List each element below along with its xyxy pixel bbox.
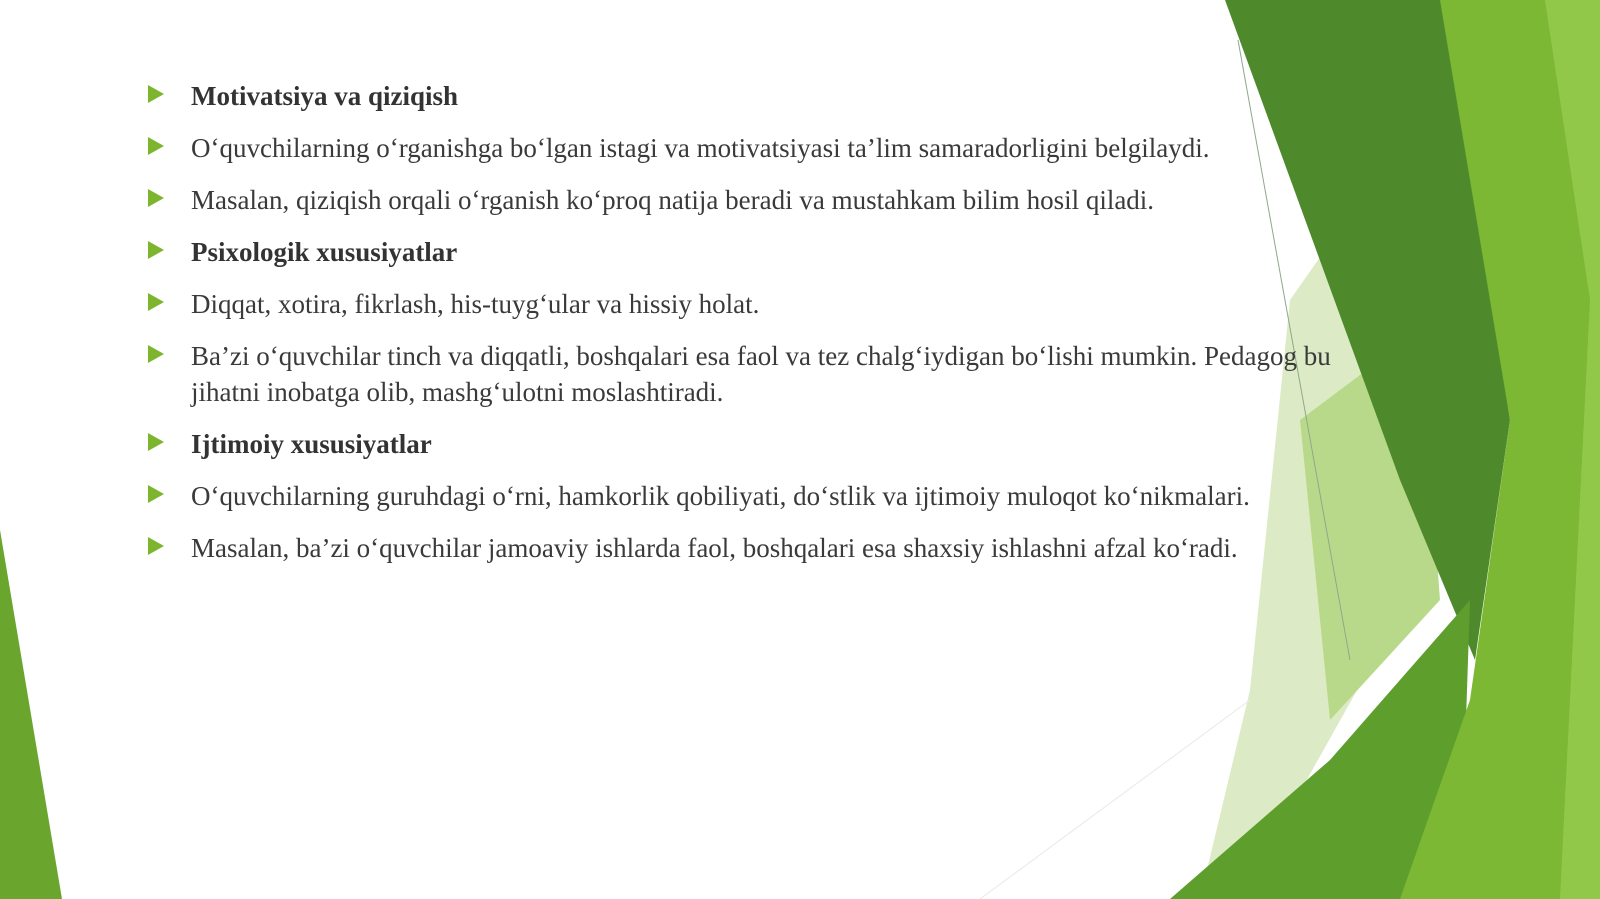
list-item bbox=[148, 78, 1378, 114]
list-item-text: Masalan, qiziqish orqali o‘rganish ko‘proq natija beradi va mustahkam bilim hosil qiladi. bbox=[191, 185, 1155, 215]
list-item-text: Psixologik xususiyatlar bbox=[191, 237, 458, 267]
triangle-right-icon bbox=[148, 345, 164, 363]
triangle-right-icon bbox=[148, 137, 164, 155]
list-item-text: Motivatsiya va qiziqish bbox=[191, 81, 459, 111]
list-item bbox=[148, 530, 1378, 566]
list-item bbox=[148, 338, 1378, 410]
list-item-text: Diqqat, xotira, fikrlash, his-tuyg‘ular va hissiy holat. bbox=[191, 289, 760, 319]
list-item-text: Ijtimoiy xususiyatlar bbox=[191, 429, 432, 459]
list-item-text: O‘quvchilarning guruhdagi o‘rni, hamkorlik qobiliyati, do‘stlik va ijtimoiy muloqot ko‘nikmalari. bbox=[191, 481, 1250, 511]
triangle-right-icon bbox=[148, 293, 164, 311]
list-item bbox=[148, 286, 1378, 322]
list-item-text: Masalan, ba’zi o‘quvchilar jamoaviy ishlarda faol, boshqalari esa shaxsiy ishlashni afzal ko‘radi. bbox=[191, 533, 1238, 563]
list-item bbox=[148, 478, 1378, 514]
triangle-right-icon bbox=[148, 537, 164, 555]
list-item bbox=[148, 426, 1378, 462]
triangle-right-icon bbox=[148, 433, 164, 451]
list-item bbox=[148, 234, 1378, 270]
triangle-right-icon bbox=[148, 485, 164, 503]
triangle-right-icon bbox=[148, 189, 164, 207]
triangle-right-icon bbox=[148, 241, 164, 259]
list-item bbox=[148, 182, 1378, 218]
list-item-text: Ba’zi o‘quvchilar tinch va diqqatli, boshqalari esa faol va tez chalg‘iydigan bo‘lishi mumkin. Pedagog bu jihatni inobatga olib, mashg‘ulotni moslashtiradi. bbox=[191, 341, 1331, 407]
left-green-sliver bbox=[0, 530, 62, 899]
list-item bbox=[148, 130, 1378, 166]
list-item-text: O‘quvchilarning o‘rganishga bo‘lgan istagi va motivatsiyasi ta’lim samaradorligini belgilaydi. bbox=[191, 133, 1210, 163]
triangle-right-icon bbox=[148, 85, 164, 103]
bullet-list bbox=[148, 78, 1378, 582]
